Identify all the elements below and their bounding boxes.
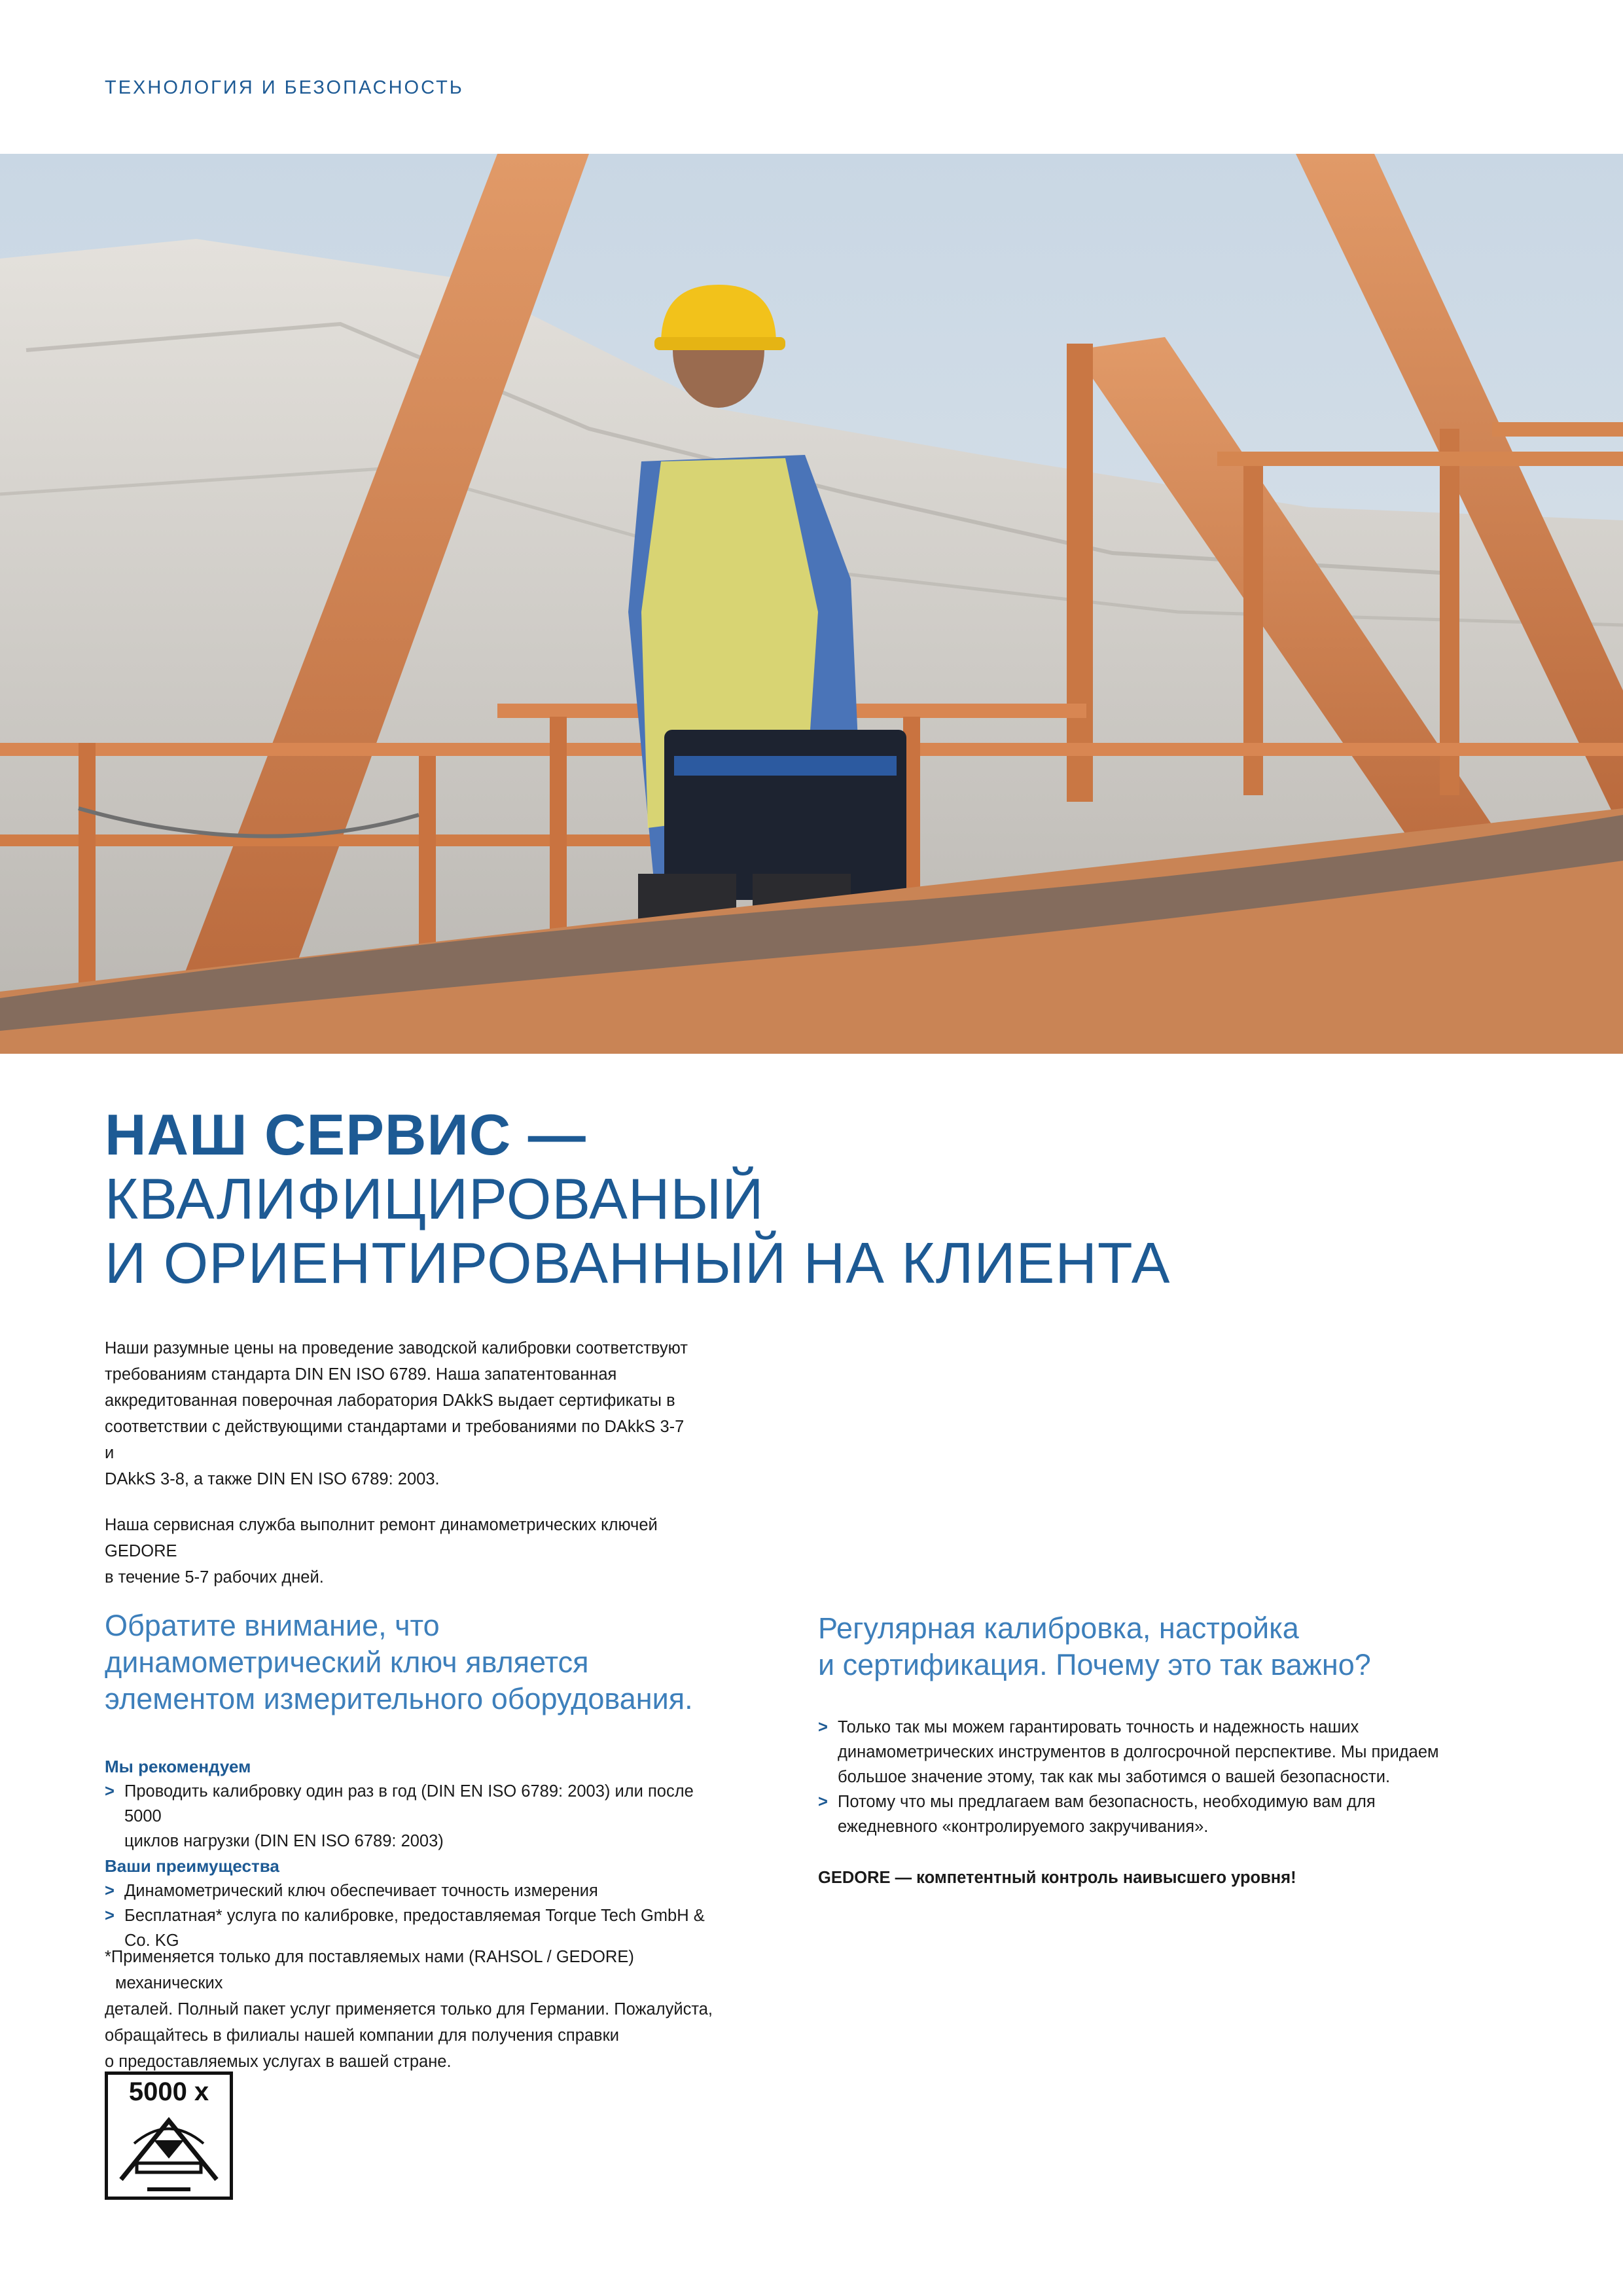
text-line: о предоставляемых услугах в вашей стране. <box>105 2053 452 2071</box>
subheading-line: Обратите внимание, что <box>105 1609 440 1642</box>
load-cycles-graphic <box>108 2075 230 2197</box>
badge-label: 5000 x <box>128 2077 209 2106</box>
chevron-right-icon: > <box>105 1907 115 1925</box>
hero-photo-illustration <box>0 154 1623 1054</box>
text-line: Динамометрический ключ обеспечивает точность измерения <box>124 1882 598 1900</box>
right-column-block <box>818 1715 1440 1890</box>
text-line: аккредитованная поверочная лаборатория DAkkS выдает сертификаты в <box>105 1391 675 1410</box>
text-line: циклов нагрузки (DIN EN ISO 6789: 2003) <box>124 1832 444 1850</box>
text-line: большое значение этому, так как мы заботимся о вашей безопасности. <box>838 1768 1391 1786</box>
text-line: Наши разумные цены на проведение заводской калибровки соответствуют <box>105 1339 688 1357</box>
load-cycles-icon <box>105 2072 233 2200</box>
text-line: требованиям стандарта DIN EN ISO 6789. Наша запатентованная <box>105 1365 617 1384</box>
text-line: соответствии с действующими стандартами и требованиями по DAkkS 3-7 и <box>105 1418 685 1462</box>
text-line: *Применяется только для поставляемых нами (RAHSOL / GEDORE) механических <box>105 1948 634 1992</box>
list-item <box>818 1789 1440 1839</box>
hero-photo <box>0 154 1623 1054</box>
left-subheading <box>105 1607 825 1717</box>
chevron-right-icon: > <box>818 1718 828 1736</box>
subheading-line: элементом измерительного оборудования. <box>105 1682 693 1715</box>
text-line: Проводить калибровку один раз в год (DIN EN ISO 6789: 2003) или после 5000 <box>124 1782 694 1825</box>
subheading-line: и сертификация. Почему это так важно? <box>818 1648 1371 1681</box>
text-line: Только так мы можем гарантировать точность и надежность наших <box>838 1718 1359 1736</box>
footnote <box>105 1944 730 2075</box>
list-item <box>105 1779 726 1854</box>
text-line: ежедневного «контролируемого закручивания». <box>838 1818 1209 1836</box>
intro-paragraph-1 <box>105 1335 694 1492</box>
section-label: ТЕХНОЛОГИЯ И БЕЗОПАСНОСТЬ <box>105 77 464 98</box>
list-item <box>818 1715 1440 1789</box>
recommend-heading: Мы рекомендуем <box>105 1757 251 1776</box>
headline-line-1: НАШ СЕРВИС — <box>105 1102 586 1167</box>
text-line: в течение 5-7 рабочих дней. <box>105 1568 324 1587</box>
right-subheading <box>818 1610 1538 1683</box>
text-line: Наша сервисная служба выполнит ремонт динамометрических ключей GEDORE <box>105 1516 658 1560</box>
advantages-heading: Ваши преимущества <box>105 1856 279 1876</box>
text-line: деталей. Полный пакет услуг применяется только для Германии. Пожалуйста, <box>105 2000 713 2018</box>
list-item <box>105 1878 726 1903</box>
subheading-line: динамометрический ключ является <box>105 1645 589 1679</box>
closing-statement: GEDORE — компетентный контроль наивысшего уровня! <box>818 1869 1296 1887</box>
text-line: Потому что мы предлагаем вам безопасность, необходимую вам для <box>838 1793 1376 1811</box>
chevron-right-icon: > <box>818 1793 828 1811</box>
text-line: динамометрических инструментов в долгосрочной перспективе. Мы придаем <box>838 1743 1439 1761</box>
text-line: Бесплатная* услуга по калибровке, предоставляемая Torque Tech GmbH & Co. KG <box>124 1907 705 1950</box>
text-line: обращайтесь в филиалы нашей компании для получения справки <box>105 2026 620 2045</box>
intro-paragraph-2 <box>105 1512 694 1590</box>
headline-line-3: И ОРИЕНТИРОВАННЫЙ НА КЛИЕНТА <box>105 1230 1171 1295</box>
subheading-line: Регулярная калибровка, настройка <box>818 1611 1299 1645</box>
text-line: DAkkS 3-8, а также DIN EN ISO 6789: 2003. <box>105 1470 440 1488</box>
chevron-right-icon: > <box>105 1782 115 1801</box>
headline-line-2: КВАЛИФИЦИРОВАНЫЙ <box>105 1166 764 1231</box>
page-headline <box>105 1103 1479 1295</box>
left-column-block <box>105 1754 726 1953</box>
chevron-right-icon: > <box>105 1882 115 1900</box>
